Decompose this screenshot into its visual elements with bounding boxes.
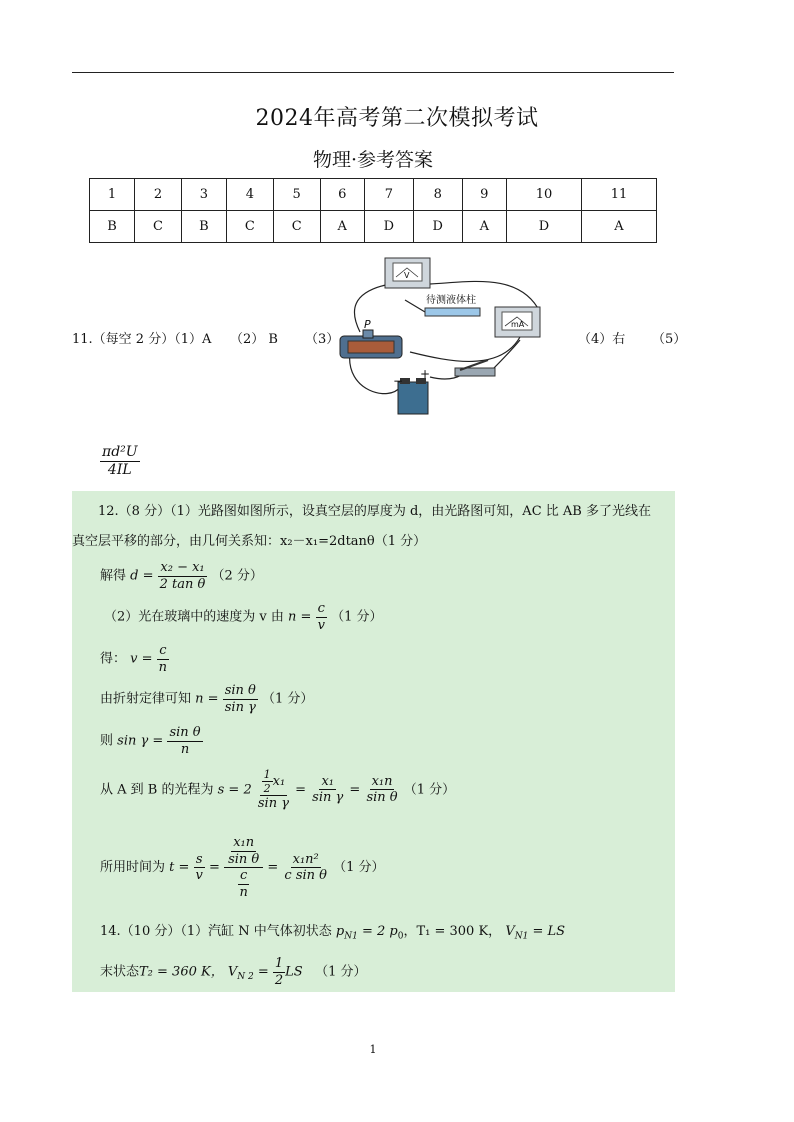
circuit-diagram (330, 252, 560, 417)
answer-table-number-row (90, 179, 657, 211)
battery-icon (393, 367, 430, 414)
svg-text:mA: mA (511, 320, 525, 329)
voltmeter-icon (385, 258, 430, 288)
table-cell: B (181, 211, 226, 243)
table-cell: B (90, 211, 135, 243)
q12-line2: 真空层平移的部分，由几何关系知：x₂－x₁=2dtanθ（1 分） (72, 534, 427, 549)
table-cell: 5 (273, 179, 320, 211)
table-cell: 8 (413, 179, 462, 211)
table-cell: 10 (507, 179, 582, 211)
q11-part2: （2） B (230, 332, 278, 347)
q12-path-length: 从 A 到 B 的光程为 s = 2 $\frac{1}{2}$ x₁ sin γ = $\frac{\text{x₁}}{\text{sin γ}}$ = $\frac{\text{x₁n}}{\text{sin θ}}$ （1 分） (100, 768, 456, 812)
q12-sin-gamma: 则 sin γ = $\frac{\text{sin θ}}{n}$ (100, 725, 201, 757)
q12-get-v: 得： v = $\frac{c}{n}$ (100, 643, 168, 675)
answer-table-answer-row (90, 211, 657, 243)
q12-solve-d: 解得 d = $\frac{\text{x₂ − x₁}}{\text{2 tan θ}}$ （2 分） (100, 560, 263, 592)
q11-lead: 11.（每空 2 分）（1）A (72, 332, 212, 347)
ammeter-icon (495, 307, 540, 337)
q14-line2: 末状态T₂ = 360 K， $V_{N 2}$ = $\frac{1}{2}$ LS （1 分） (100, 956, 367, 988)
table-cell: 6 (320, 179, 364, 211)
svg-text:V: V (404, 271, 410, 280)
table-cell: D (364, 211, 413, 243)
q11-part3: （3） (305, 332, 340, 347)
page-subtitle: 物理·参考答案 (312, 149, 434, 171)
q12-line1: 12.（8 分）（1）光路图如图所示，设真空层的厚度为 d，由光路图可知，AC 比 AB 多了光线在 (98, 504, 651, 519)
table-cell: 7 (364, 179, 413, 211)
svg-text:−: − (393, 374, 404, 388)
switch-icon (455, 360, 495, 376)
table-cell: 1 (90, 179, 135, 211)
q12-time: 所用时间为 t = $\frac{s}{v}$ = $\frac{\frac{\text{x₁n}}{\text{sin θ}}}{\frac{c}{n}}$ = $\frac{\text{x₁n²}}{\text{c sin θ}}$ （1 分） (100, 835, 385, 900)
q11-formula: $\frac{\text{πd²U}}{4IL}$ (102, 444, 138, 478)
table-cell: D (507, 211, 582, 243)
svg-text:+: + (420, 367, 431, 381)
rheostat-icon (340, 318, 402, 358)
page-title: 2024年高考第二次模拟考试 (255, 106, 539, 131)
table-cell: 11 (581, 179, 656, 211)
q12-part2: （2）光在玻璃中的速度为 v 由 n = $\frac{c}{v}$ （1 分） (104, 601, 383, 633)
answer-table (89, 178, 657, 243)
q14-line1: 14.（10 分）（1）汽缸 N 中气体初状态 $p_{N1} = 2$ $p_0$，T₁ = 300 K， $V_{N1}$ = LS (100, 924, 566, 942)
table-cell: C (135, 211, 182, 243)
q11-part5: （5） (652, 332, 687, 347)
header-rule (72, 72, 674, 73)
q12-refraction: 由折射定律可知 n = $\frac{\text{sin θ}}{\text{sin γ}}$ （1 分） (100, 683, 314, 715)
table-cell: D (413, 211, 462, 243)
table-cell: A (581, 211, 656, 243)
table-cell: C (227, 211, 274, 243)
page-number: 1 (369, 1043, 377, 1056)
q11-part4: （4）右 (578, 332, 626, 347)
table-cell: C (273, 211, 320, 243)
table-cell: 4 (227, 179, 274, 211)
tube-label: 待测液体柱 (426, 295, 476, 306)
table-cell: A (320, 211, 364, 243)
table-cell: A (462, 211, 506, 243)
table-cell: 2 (135, 179, 182, 211)
table-cell: 9 (462, 179, 506, 211)
liquid-column-icon (425, 293, 480, 316)
table-cell: 3 (181, 179, 226, 211)
slider-label-p: P (364, 318, 371, 331)
